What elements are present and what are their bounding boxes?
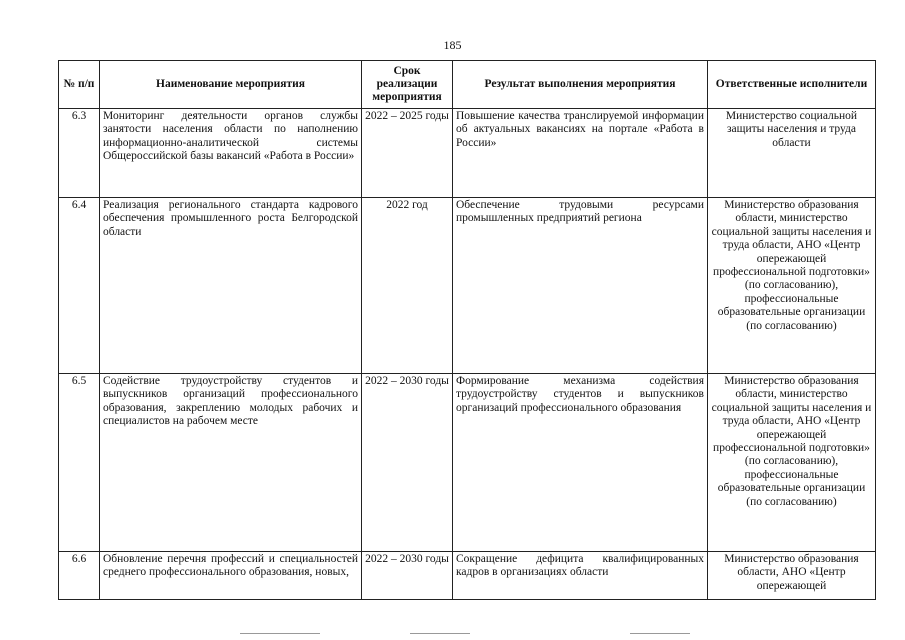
row-num: 6.3	[59, 109, 100, 198]
page-number: 185	[443, 38, 462, 52]
row-resp: Министерство образования области, министерство социальной защиты населения и труда области, АНО «Центр опережающей профессиональной подготовки» (по согласованию), профессиональные образовательные организации (по согласованию)	[708, 198, 876, 374]
row-result: Повышение качества транслируемой информации об актуальных вакансиях на портале «Работа в России»	[453, 109, 708, 198]
table-row	[59, 552, 876, 600]
row-result: Сокращение дефицита квалифицированных кадров в организациях области	[453, 552, 708, 600]
header-result: Результат выполнения мероприятия	[453, 61, 708, 109]
row-term: 2022 – 2025 годы	[362, 109, 453, 198]
scan-artifact-line	[410, 633, 470, 634]
row-term: 2022 – 2030 годы	[362, 552, 453, 600]
scan-artifact-line	[630, 633, 690, 634]
header-term: Срок реализации мероприятия	[362, 61, 453, 109]
table-row	[59, 374, 876, 552]
page-bottom-margin	[0, 606, 905, 640]
row-resp: Министерство социальной защиты населения и труда области	[708, 109, 876, 198]
row-name: Обновление перечня профессий и специальностей среднего профессионального образования, новых,	[100, 552, 362, 600]
row-name: Мониторинг деятельности органов службы занятости населения области по наполнению информационно-аналитической системы Общероссийской базы вакансий «Работа в России»	[100, 109, 362, 198]
row-num: 6.6	[59, 552, 100, 600]
header-num: № п/п	[59, 61, 100, 109]
header-name: Наименование мероприятия	[100, 61, 362, 109]
scan-artifact-line	[240, 633, 320, 634]
header-resp: Ответственные исполнители	[708, 61, 876, 109]
row-name: Реализация регионального стандарта кадрового обеспечения промышленного роста Белгородской области	[100, 198, 362, 374]
row-term: 2022 год	[362, 198, 453, 374]
table-header-row	[59, 61, 876, 109]
row-resp: Министерство образования области, АНО «Центр опережающей	[708, 552, 876, 600]
row-num: 6.5	[59, 374, 100, 552]
table-row	[59, 198, 876, 374]
row-term: 2022 – 2030 годы	[362, 374, 453, 552]
row-resp: Министерство образования области, министерство социальной защиты населения и труда области, АНО «Центр опережающей профессиональной подготовки» (по согласованию), профессиональные образовательные организации (по согласованию)	[708, 374, 876, 552]
row-result: Формирование механизма содействия трудоустройству студентов и выпускников организаций профессионального образования	[453, 374, 708, 552]
row-num: 6.4	[59, 198, 100, 374]
row-name: Содействие трудоустройству студентов и выпускников организаций профессионального образования, закреплению молодых рабочих и специалистов на рабочем месте	[100, 374, 362, 552]
row-result: Обеспечение трудовыми ресурсами промышленных предприятий региона	[453, 198, 708, 374]
events-table	[58, 60, 876, 600]
table-row	[59, 109, 876, 198]
